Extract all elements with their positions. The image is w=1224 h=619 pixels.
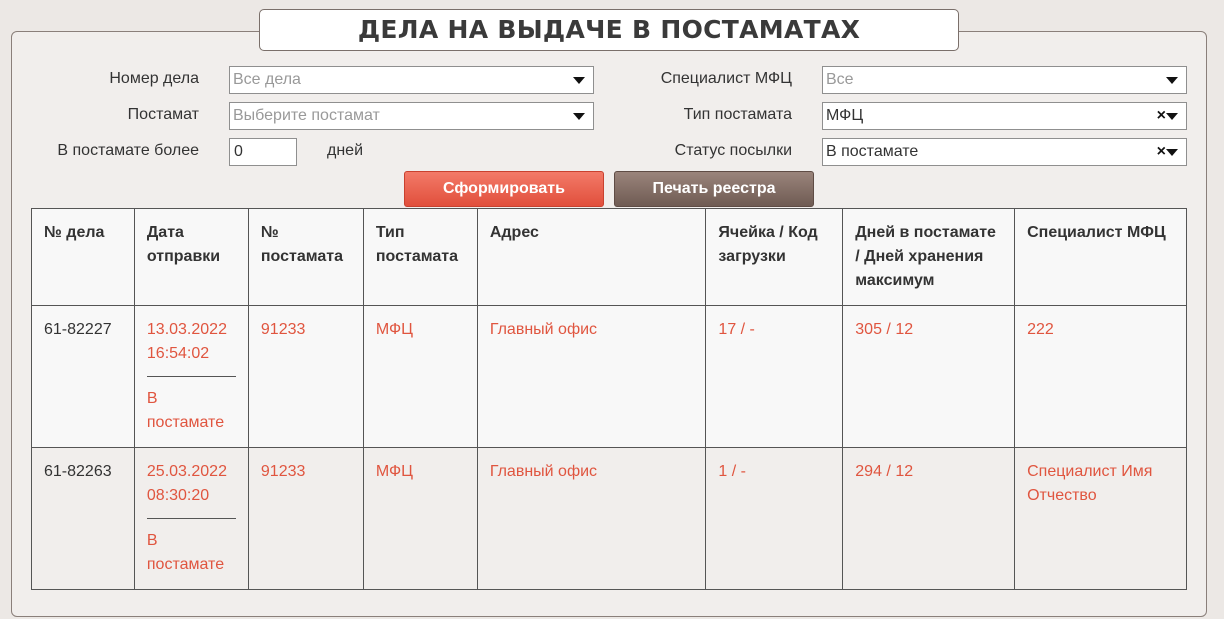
cell-cell: 1 / - [706, 448, 843, 590]
col-header-address: Адрес [477, 209, 706, 306]
cell-case: 61-82263 [32, 448, 135, 590]
cell-specialist: Специалист Имя Отчество [1015, 448, 1187, 590]
cell-address: Главный офис [477, 306, 706, 448]
specialist-label: Специалист МФЦ [660, 70, 792, 87]
parcel-status-label: Статус посылки [674, 142, 792, 159]
postamat-type-label: Тип постамата [683, 106, 792, 123]
days-more-input[interactable]: 0 [229, 138, 297, 166]
case-number-placeholder: Все дела [233, 71, 301, 88]
cell-postamat: 91233 [248, 306, 363, 448]
cell-case: 61-82227 [32, 306, 135, 448]
col-header-date: Дата отправки [134, 209, 248, 306]
cell-postamat: 91233 [248, 448, 363, 590]
specialist-placeholder: Все [826, 71, 854, 88]
case-number-select[interactable] [229, 66, 594, 94]
chevron-down-icon[interactable] [573, 77, 585, 84]
cell-days: 305 / 12 [843, 306, 1015, 448]
chevron-down-icon[interactable] [1166, 77, 1178, 84]
print-registry-button[interactable]: Печать реестра [614, 171, 814, 207]
cell-type: МФЦ [363, 306, 477, 448]
col-header-days: Дней в постамате / Дней хранения максимум [843, 209, 1015, 306]
col-header-cell: Ячейка / Код загрузки [706, 209, 843, 306]
cell-date [134, 306, 248, 448]
col-header-type: Тип постамата [363, 209, 477, 306]
chevron-down-icon[interactable] [573, 113, 585, 120]
divider [147, 376, 236, 377]
col-header-postamat: № постамата [248, 209, 363, 306]
date-value: 13.03.2022 16:54:02 [146, 321, 227, 362]
postamat-type-value: МФЦ [826, 107, 864, 124]
days-more-label: В постамате более [57, 142, 199, 159]
clear-icon[interactable]: × [1156, 143, 1166, 160]
clear-icon[interactable]: × [1156, 107, 1166, 124]
parcel-status-select[interactable] [822, 138, 1187, 166]
status-value: В постамате [146, 532, 225, 573]
col-header-specialist: Специалист МФЦ [1015, 209, 1187, 306]
specialist-select[interactable] [822, 66, 1187, 94]
postamat-placeholder: Выберите постамат [233, 107, 380, 124]
postamat-type-select[interactable] [822, 102, 1187, 130]
generate-button[interactable]: Сформировать [404, 171, 604, 207]
cell-type: МФЦ [363, 448, 477, 590]
page-title: ДЕЛА НА ВЫДАЧЕ В ПОСТАМАТАХ [259, 9, 959, 51]
cell-specialist: 222 [1015, 306, 1187, 448]
table-header-row [32, 209, 1187, 306]
postamat-label: Постамат [127, 106, 199, 123]
cell-date [134, 448, 248, 590]
table-row[interactable] [32, 306, 1187, 448]
case-number-label: Номер дела [109, 70, 199, 87]
days-suffix: дней [327, 142, 364, 159]
col-header-case: № дела [32, 209, 135, 306]
chevron-down-icon[interactable] [1166, 113, 1178, 120]
cell-address: Главный офис [477, 448, 706, 590]
cell-days: 294 / 12 [843, 448, 1015, 590]
table-row[interactable] [32, 448, 1187, 590]
date-value: 25.03.2022 08:30:20 [146, 463, 227, 504]
divider [147, 518, 236, 519]
postamat-select[interactable] [229, 102, 594, 130]
cases-table [31, 208, 1187, 590]
parcel-status-value: В постамате [826, 143, 919, 160]
status-value: В постамате [146, 390, 225, 431]
chevron-down-icon[interactable] [1166, 149, 1178, 156]
cell-cell: 17 / - [706, 306, 843, 448]
